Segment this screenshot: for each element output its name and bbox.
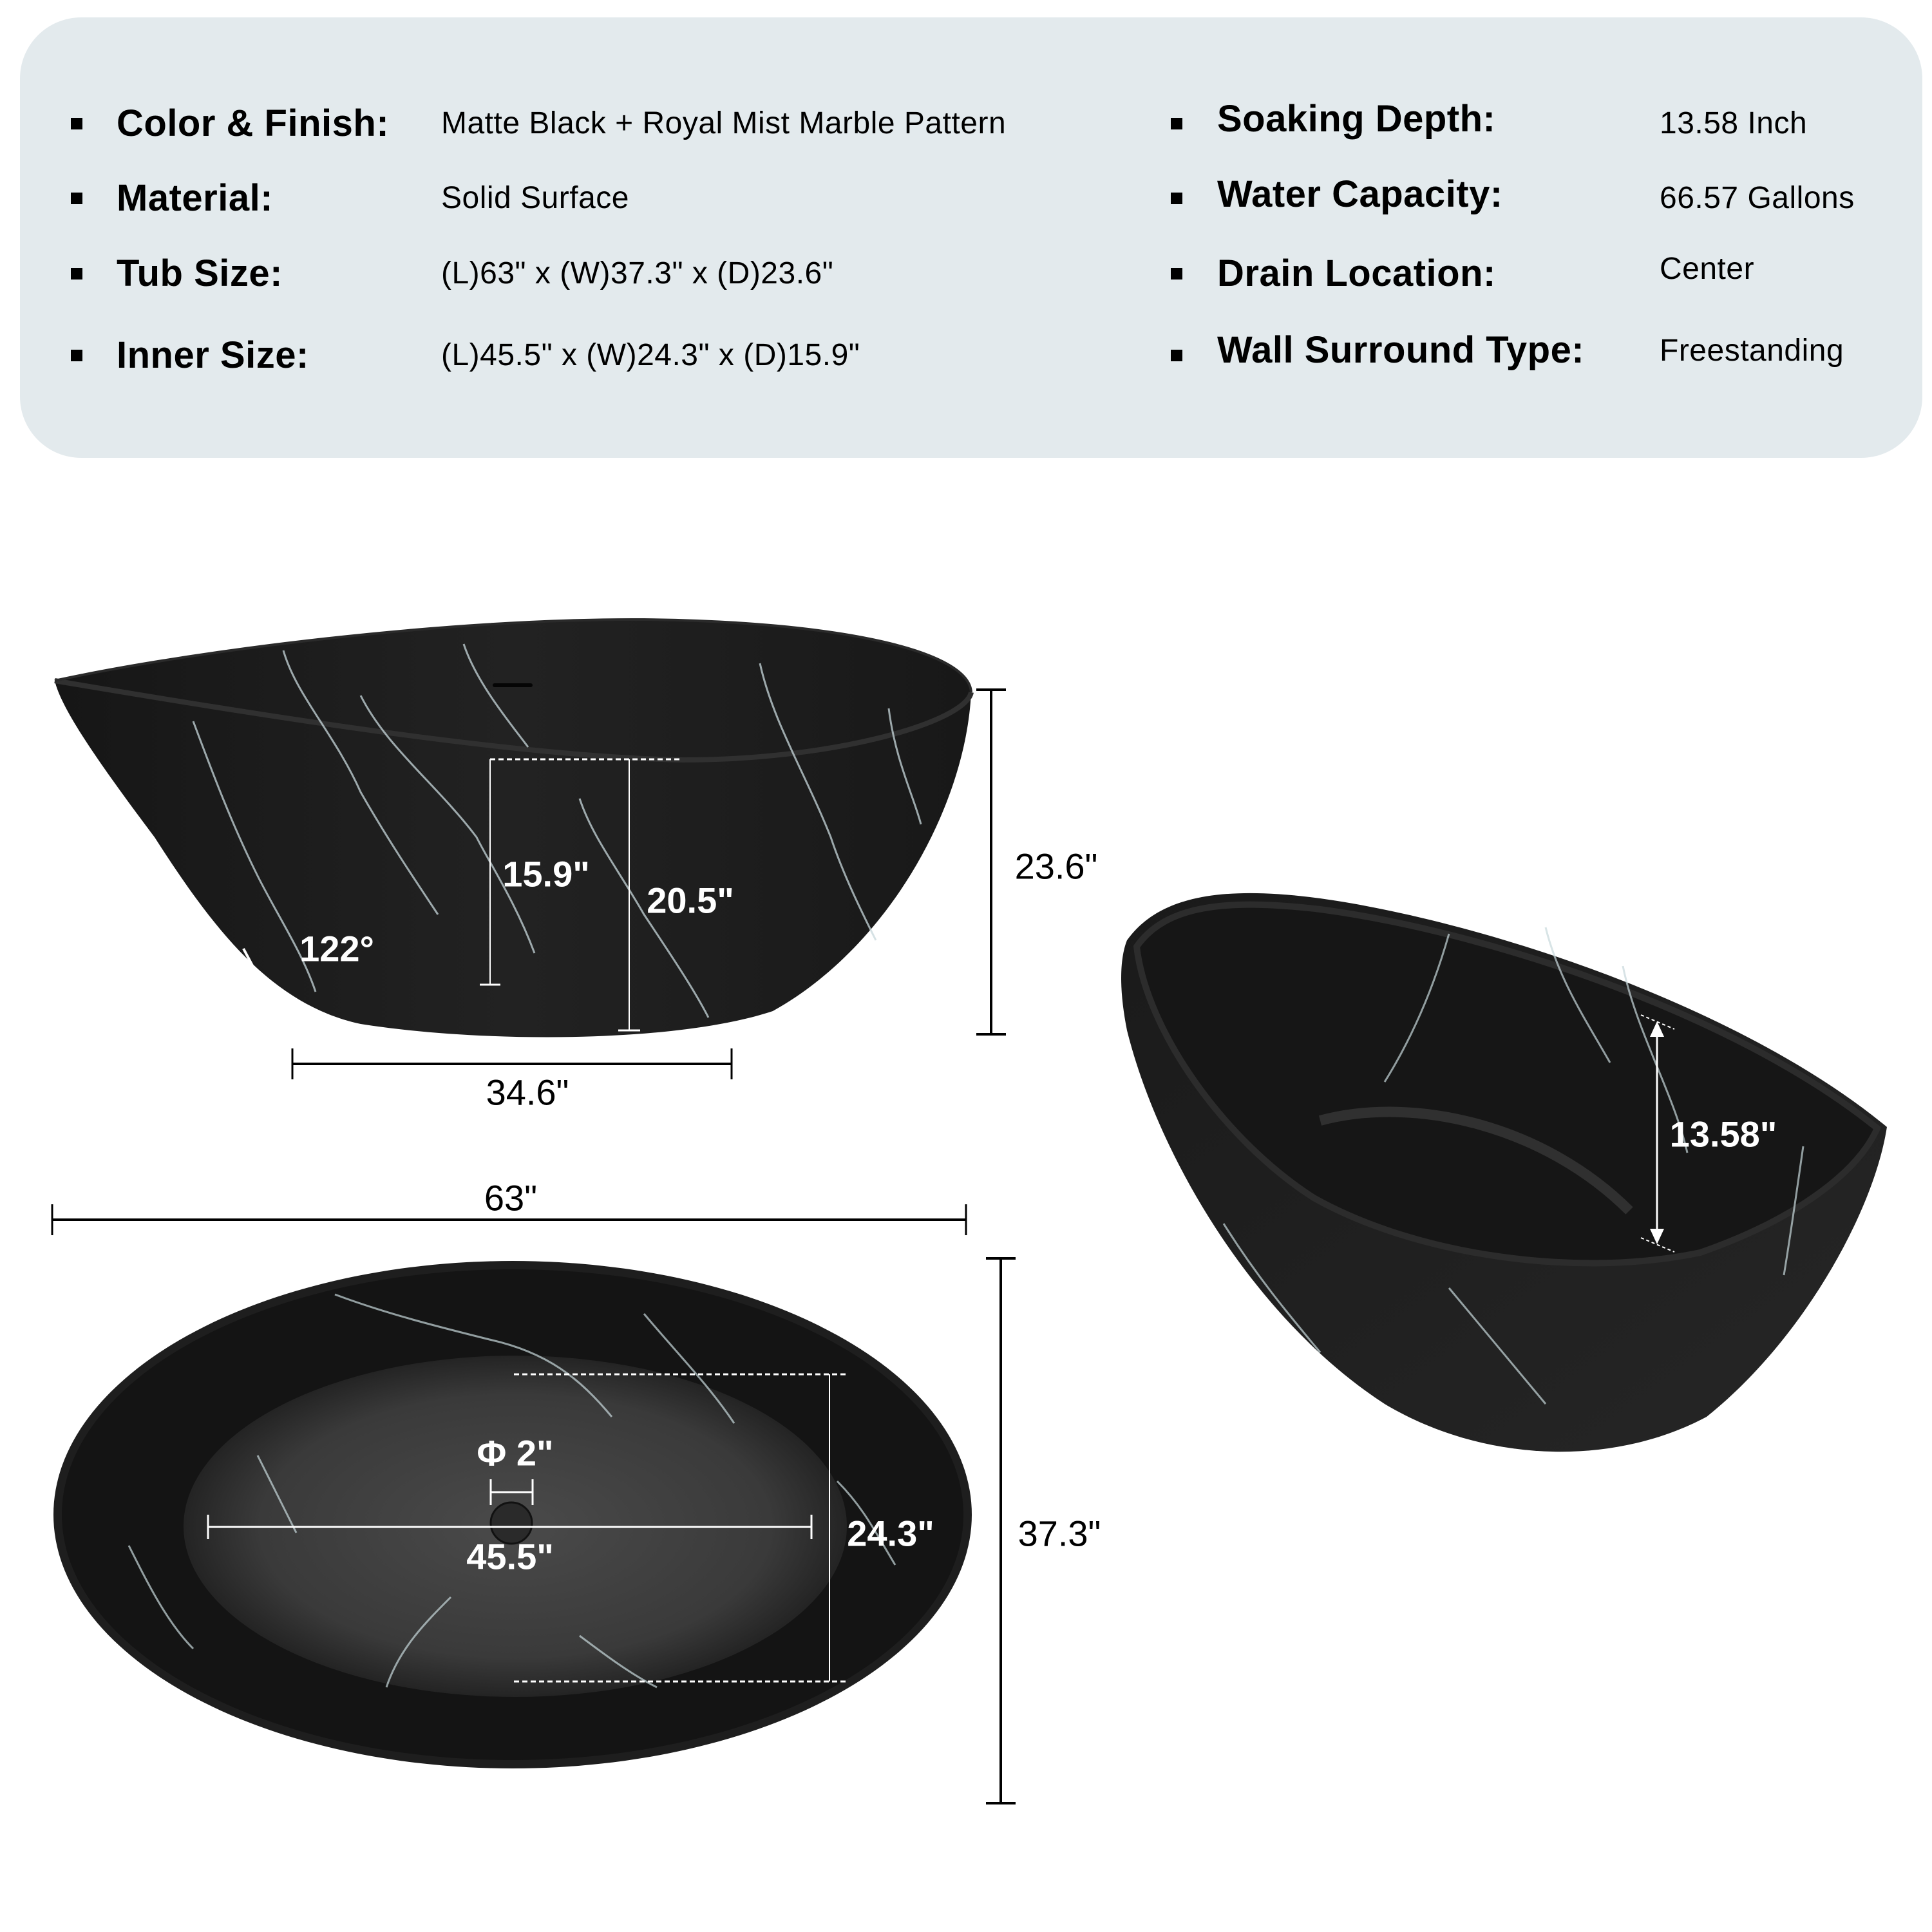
spec-value: Freestanding <box>1660 334 1844 368</box>
dim-inner-length-label: 45.5" <box>466 1536 554 1577</box>
dim-width-label: 37.3" <box>1018 1513 1101 1554</box>
spec-label: Color & Finish: <box>117 102 390 144</box>
dim-soaking-depth-label: 13.58" <box>1669 1113 1777 1155</box>
dim-length-label: 63" <box>484 1177 538 1218</box>
spec-label: Water Capacity: <box>1217 173 1503 215</box>
top-view-tub <box>53 1261 972 1768</box>
spec-label: Tub Size: <box>117 252 283 294</box>
spec-label: Wall Surround Type: <box>1217 329 1585 371</box>
spec-value: Center <box>1660 252 1755 286</box>
spec-label: Inner Size: <box>117 334 309 376</box>
spec-label: Drain Location: <box>1217 252 1496 294</box>
dim-base-width-label: 34.6" <box>486 1072 569 1113</box>
dim-inner-width-label: 24.3" <box>847 1513 934 1554</box>
dim-drain-diameter-label: Φ 2" <box>477 1432 554 1473</box>
spec-value: 66.57 Gallons <box>1660 181 1855 215</box>
dim-total-height-label: 23.6" <box>1014 846 1098 887</box>
spec-value: (L)63" x (W)37.3" x (D)23.6" <box>441 256 834 290</box>
spec-value: Matte Black + Royal Mist Marble Pattern <box>441 106 1007 140</box>
perspective-view-tub <box>1121 893 1887 1452</box>
spec-value: 13.58 Inch <box>1660 106 1808 140</box>
dim-angle-label: 122° <box>299 928 374 969</box>
spec-label: Soaking Depth: <box>1217 98 1496 140</box>
spec-value: (L)45.5" x (W)24.3" x (D)15.9" <box>441 338 860 372</box>
dim-center-depth-label: 20.5" <box>647 880 734 921</box>
spec-label: Material: <box>117 177 274 219</box>
side-view-tub <box>55 620 971 1037</box>
dim-inner-depth-label: 15.9" <box>502 853 590 895</box>
spec-value: Solid Surface <box>441 181 629 215</box>
